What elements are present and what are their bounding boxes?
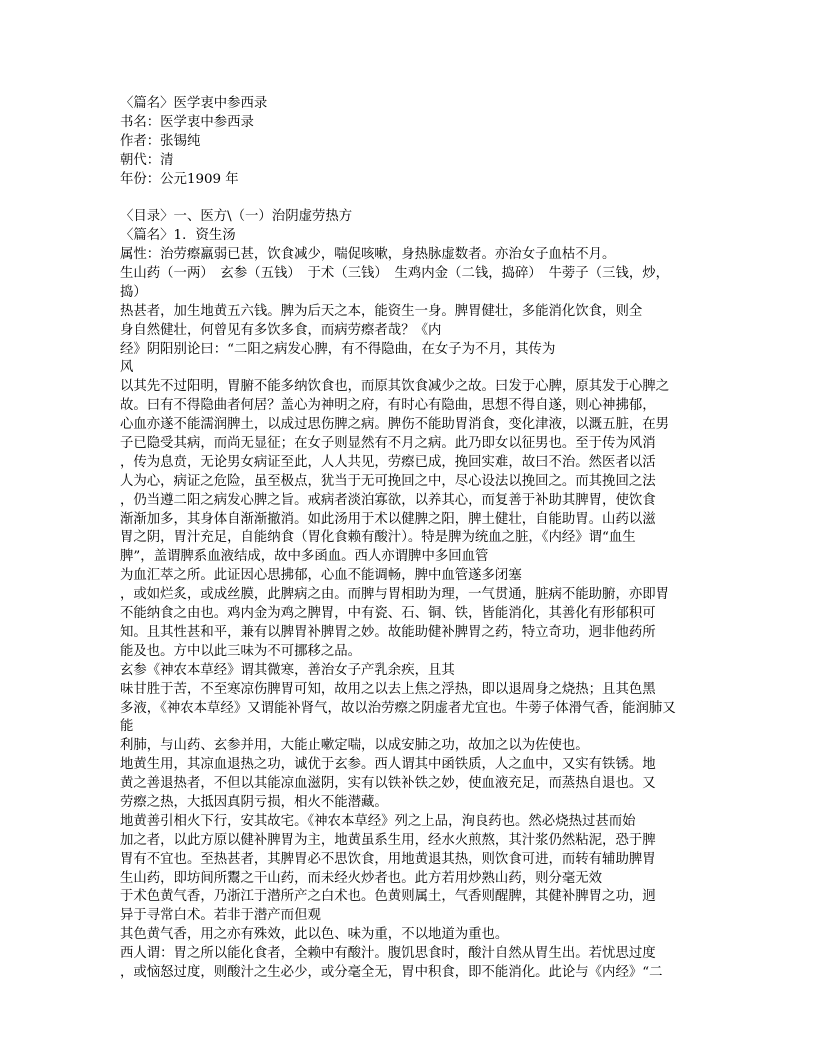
body-line: 风 [120, 360, 134, 376]
body-line: 加之者，以此方原以健补脾胃为主，地黄虽系生用，经水火煎熬，其汁浆仍然粘泥，恐于脾 [120, 832, 656, 848]
body-line: 地黄善引相火下行，安其故宅。《神农本草经》列之上品，洵良药也。然必烧热过甚而始 [120, 813, 636, 829]
author: 作者：张锡纯 [120, 133, 201, 149]
body-line: 渐渐加多，其身体自渐渐撤消。如此汤用于术以健脾之阳，脾土健壮，自能助胃。山药以滋 [120, 511, 656, 527]
body-line: 子已隐受其病，而尚无显征；在女子则显然有不月之病。此乃即女以征男也。至于传为风消 [120, 436, 656, 452]
body-line: ，仍当遵二阳之病发心脾之旨。戒病者淡泊寡欲，以养其心，而复善于补助其脾胃，使饮食 [120, 492, 656, 508]
book-title: 书名：医学衷中参西录 [120, 114, 254, 130]
body-line: 劳瘵之热，大抵因真阴亏损，相火不能潜藏。 [120, 794, 388, 810]
body-line: 其色黄气香，用之亦有殊效，此以色、味为重，不以地道为重也。 [120, 927, 509, 943]
chapter-heading: 〈篇名〉1．资生汤 [120, 228, 236, 244]
body-line: ，传为息贲，无论男女病证至此，人人共见，劳瘵已成，挽回实难，故曰不治。然医者以活 [120, 454, 656, 470]
body-line: 多液，《神农本草经》又谓能补肾气，故以治劳瘵之阴虚者尤宜也。牛蒡子体滑气香，能润肺又 [120, 700, 676, 716]
dynasty: 朝代：清 [120, 152, 174, 168]
body-line: 玄参《神农本草经》谓其微寒，善治女子产乳余疾，且其 [120, 662, 455, 678]
body-line: ，或恼怒过度，则酸汁之生必少，或分毫全无，胃中积食，即不能消化。此论与《内经》“二 [120, 964, 663, 980]
body-line: 能及也。方中以此三味为不可挪移之品。 [120, 643, 362, 659]
body-line: 热甚者，加生地黄五六钱。脾为后天之本，能资生一身。脾胃健壮，多能消化饮食，则全 [120, 303, 643, 319]
body-line: 心血亦遂不能濡润脾土，以成过思伤脾之病。脾伤不能助胃消食，变化津液，以溉五脏，在男 [120, 417, 670, 433]
body-line: ，或如烂炙，或成丝膜，此脾病之由。而脾与胃相助为理，一气贯通，脏病不能助腑，亦即胃 [120, 587, 670, 603]
year: 年份：公元1909 年 [120, 171, 239, 187]
body-line: 胃之阴，胃汁充足，自能纳食（胃化食赖有酸汁）。特是脾为统血之脏，《内经》谓“血生 [120, 530, 636, 546]
body-line: 捣） [120, 284, 147, 300]
body-line: 地黄生用，其凉血退热之功，诚优于玄参。西人谓其中函铁质，人之血中，又实有铁锈。地 [120, 757, 656, 773]
body-line: 黄之善退热者，不但以其能凉血滋阴，实有以铁补铁之妙，使血液充足，而蒸热自退也。又 [120, 776, 656, 792]
body-line: 生山药，即坊间所鬻之干山药，而未经火炒者也。此方若用炒熟山药，则分毫无效 [120, 870, 603, 886]
catalog-heading: 〈目录〉一、医方\（一）治阴虚劳热方 [120, 209, 353, 225]
document-page [120, 95, 700, 983]
body-line: 故。曰有不得隐曲者何居？盖心为神明之府，有时心有隐曲，思想不得自遂，则心神拂郁， [120, 398, 656, 414]
body-line: 于术色黄气香，乃浙江于潜所产之白术也。色黄则属土，气香则醒脾，其健补脾胃之功，迥 [120, 889, 656, 905]
body-line: 脾”，盖谓脾系血液结成，故中多函血。西人亦谓脾中多回血管 [120, 549, 489, 565]
body-line: 异于寻常白术。若非于潜产而但观 [120, 908, 321, 924]
body-line: 属性：治劳瘵羸弱已甚，饮食减少，喘促咳嗽，身热脉虚数者。亦治女子血枯不月。 [120, 247, 616, 263]
body-line: 能 [120, 719, 134, 735]
body-line: 胃有不宜也。至热甚者，其脾胃必不思饮食，用地黄退其热，则饮食可进，而转有辅助脾胃 [120, 851, 656, 867]
body-line: 经》阴阳别论曰：“二阳之病发心脾，有不得隐曲，在女子为不月，其传为 [120, 341, 556, 357]
body-line: 味甘胜于苦，不至寒凉伤脾胃可知，故用之以去上焦之浮热，即以退周身之烧热；且其色黑 [120, 681, 656, 697]
body-text [120, 246, 700, 983]
body-line: 为血汇萃之所。此证因心思拂郁，心血不能调畅，脾中血管遂多闭塞 [120, 568, 522, 584]
body-line: 不能纳食之由也。鸡内金为鸡之脾胃，中有瓷、石、铜、铁，皆能消化，其善化有形郁积可 [120, 606, 656, 622]
body-line: 西人谓：胃之所以能化食者，全赖中有酸汁。腹饥思食时，酸汁自然从胃生出。若忧思过度 [120, 946, 656, 962]
body-line: 以其先不过阳明，胃腑不能多纳饮食也，而原其饮食减少之故。曰发于心脾，原其发于心脾之 [120, 379, 670, 395]
body-line: 利肺，与山药、玄参并用，大能止嗽定喘，以成安肺之功，故加之以为佐使也。 [120, 738, 589, 754]
spacer [120, 189, 700, 208]
body-line: 生山药（一两） 玄参（五钱） 于术（三钱） 生鸡内金（二钱，捣碎） 牛蒡子（三钱，炒， [120, 266, 669, 282]
article-tag: 〈篇名〉医学衷中参西录 [120, 96, 268, 111]
body-line: 知。且其性甚和平，兼有以脾胃补脾胃之妙。故能助健补脾胃之药，特立奇功，迥非他药所 [120, 624, 656, 640]
body-line: 身自然健壮，何曾见有多饮多食，而病劳瘵者哉？《内 [120, 322, 442, 338]
body-line: 人为心，病证之危险，虽至极点，犹当于无可挽回之中，尽心设法以挽回之。而其挽回之法 [120, 473, 656, 489]
